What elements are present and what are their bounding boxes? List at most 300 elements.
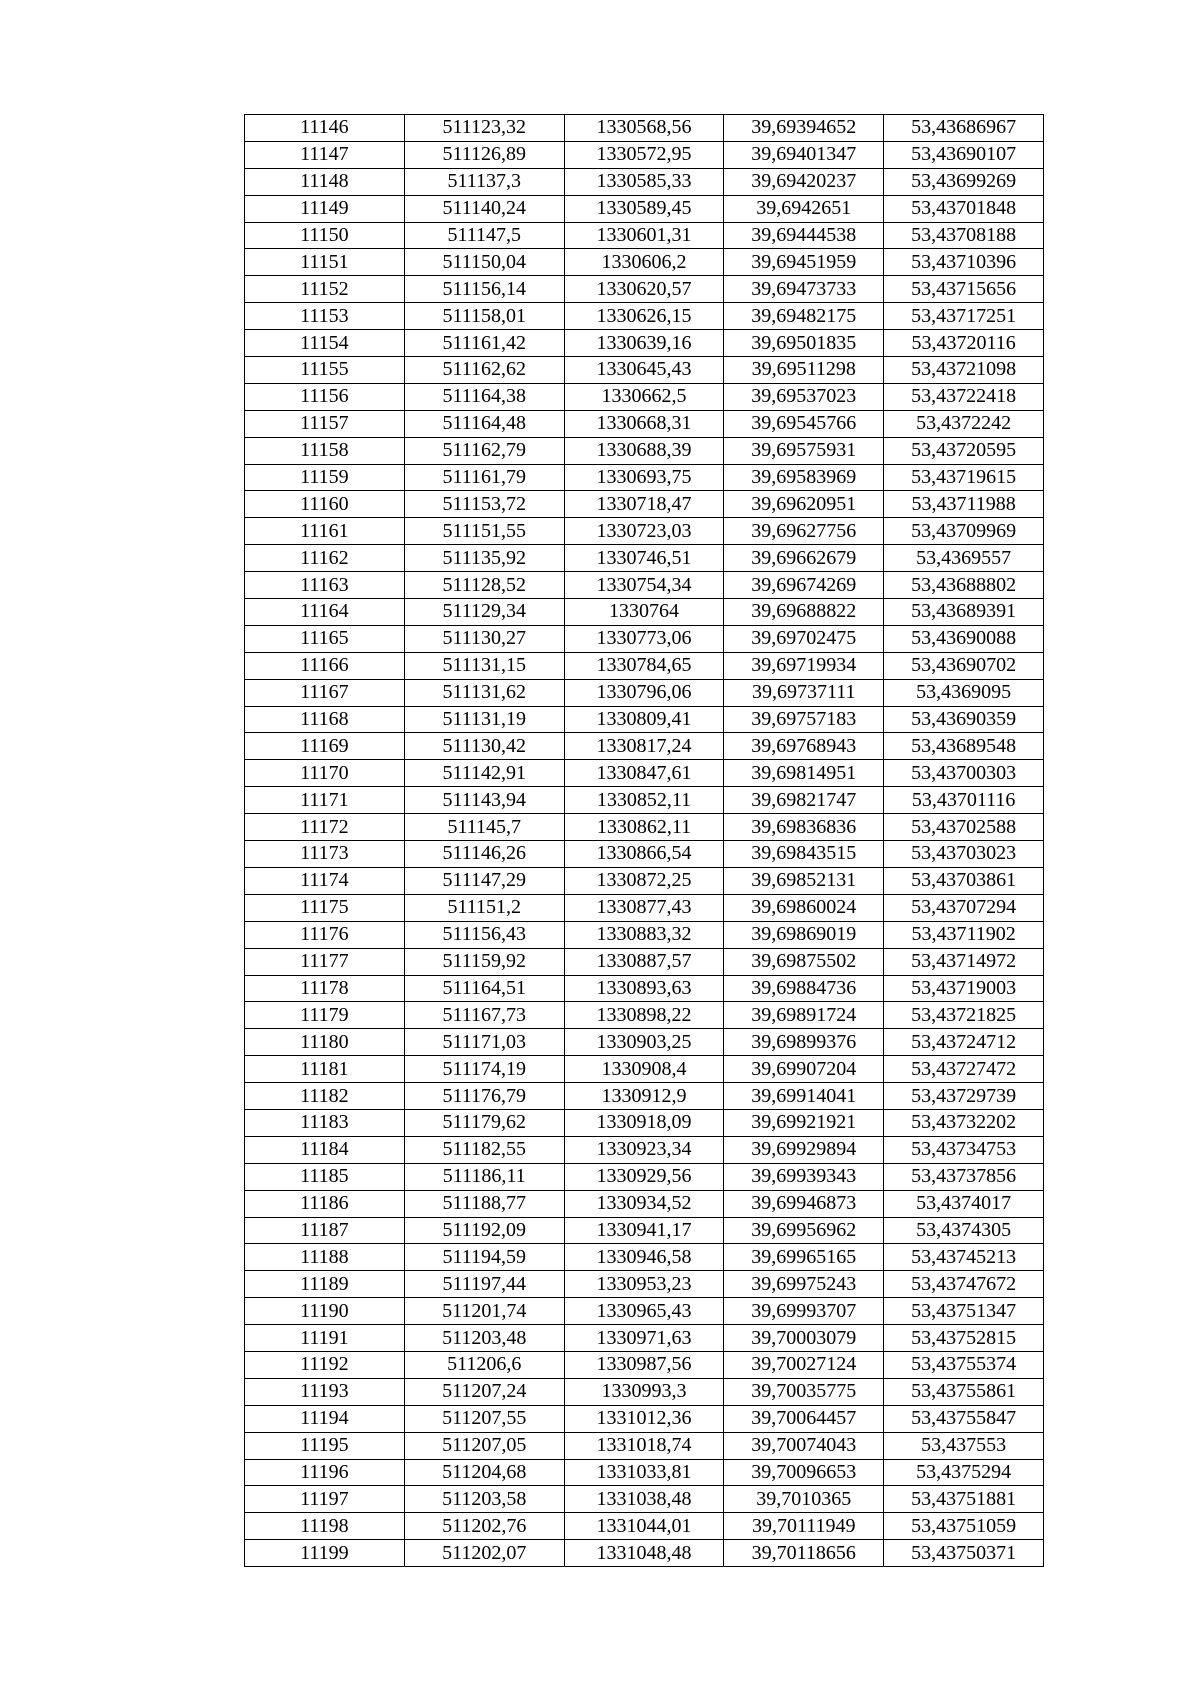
latitude-cell: 53,43737856 — [884, 1163, 1044, 1190]
x-coordinate-cell: 511161,79 — [404, 464, 564, 491]
y-coordinate-cell: 1330718,47 — [564, 491, 724, 518]
x-coordinate-cell: 511202,76 — [404, 1513, 564, 1540]
y-coordinate-cell: 1330965,43 — [564, 1298, 724, 1325]
longitude-cell: 39,69662679 — [724, 545, 884, 572]
latitude-cell: 53,43724712 — [884, 1029, 1044, 1056]
point-number-cell: 11170 — [245, 760, 405, 787]
table-row — [245, 464, 1044, 491]
y-coordinate-cell: 1331018,74 — [564, 1432, 724, 1459]
latitude-cell: 53,43719003 — [884, 975, 1044, 1002]
point-number-cell: 11163 — [245, 572, 405, 599]
latitude-cell: 53,43745213 — [884, 1244, 1044, 1271]
x-coordinate-cell: 511131,19 — [404, 706, 564, 733]
latitude-cell: 53,437553 — [884, 1432, 1044, 1459]
latitude-cell: 53,43751347 — [884, 1298, 1044, 1325]
latitude-cell: 53,43717251 — [884, 303, 1044, 330]
x-coordinate-cell: 511207,55 — [404, 1405, 564, 1432]
point-number-cell: 11146 — [245, 115, 405, 142]
table-row — [245, 1029, 1044, 1056]
longitude-cell: 39,69575931 — [724, 437, 884, 464]
x-coordinate-cell: 511162,62 — [404, 357, 564, 384]
table-row — [245, 1136, 1044, 1163]
point-number-cell: 11186 — [245, 1190, 405, 1217]
latitude-cell: 53,43700303 — [884, 760, 1044, 787]
table-row — [245, 545, 1044, 572]
y-coordinate-cell: 1330953,23 — [564, 1271, 724, 1298]
latitude-cell: 53,43707294 — [884, 894, 1044, 921]
latitude-cell: 53,43709969 — [884, 518, 1044, 545]
y-coordinate-cell: 1331038,48 — [564, 1486, 724, 1513]
x-coordinate-cell: 511186,11 — [404, 1163, 564, 1190]
x-coordinate-cell: 511126,89 — [404, 141, 564, 168]
table-row — [245, 357, 1044, 384]
longitude-cell: 39,69939343 — [724, 1163, 884, 1190]
x-coordinate-cell: 511130,27 — [404, 625, 564, 652]
x-coordinate-cell: 511131,15 — [404, 652, 564, 679]
latitude-cell: 53,43690107 — [884, 141, 1044, 168]
point-number-cell: 11152 — [245, 276, 405, 303]
table-row — [245, 572, 1044, 599]
latitude-cell: 53,43688802 — [884, 572, 1044, 599]
y-coordinate-cell: 1330898,22 — [564, 1002, 724, 1029]
y-coordinate-cell: 1330883,32 — [564, 921, 724, 948]
point-number-cell: 11189 — [245, 1271, 405, 1298]
x-coordinate-cell: 511204,68 — [404, 1459, 564, 1486]
point-number-cell: 11168 — [245, 706, 405, 733]
table-row — [245, 599, 1044, 626]
y-coordinate-cell: 1330601,31 — [564, 222, 724, 249]
x-coordinate-cell: 511140,24 — [404, 195, 564, 222]
y-coordinate-cell: 1330923,34 — [564, 1136, 724, 1163]
point-number-cell: 11161 — [245, 518, 405, 545]
longitude-cell: 39,69852131 — [724, 867, 884, 894]
table-row — [245, 867, 1044, 894]
y-coordinate-cell: 1330668,31 — [564, 410, 724, 437]
latitude-cell: 53,43708188 — [884, 222, 1044, 249]
point-number-cell: 11198 — [245, 1513, 405, 1540]
longitude-cell: 39,69545766 — [724, 410, 884, 437]
latitude-cell: 53,43721825 — [884, 1002, 1044, 1029]
point-number-cell: 11193 — [245, 1378, 405, 1405]
y-coordinate-cell: 1330746,51 — [564, 545, 724, 572]
longitude-cell: 39,70035775 — [724, 1378, 884, 1405]
table-row — [245, 679, 1044, 706]
x-coordinate-cell: 511150,04 — [404, 249, 564, 276]
y-coordinate-cell: 1330929,56 — [564, 1163, 724, 1190]
latitude-cell: 53,43689391 — [884, 599, 1044, 626]
latitude-cell: 53,43701848 — [884, 195, 1044, 222]
point-number-cell: 11188 — [245, 1244, 405, 1271]
table-row — [245, 1459, 1044, 1486]
x-coordinate-cell: 511164,51 — [404, 975, 564, 1002]
x-coordinate-cell: 511171,03 — [404, 1029, 564, 1056]
table-row — [245, 276, 1044, 303]
x-coordinate-cell: 511128,52 — [404, 572, 564, 599]
x-coordinate-cell: 511129,34 — [404, 599, 564, 626]
point-number-cell: 11155 — [245, 357, 405, 384]
table-row — [245, 249, 1044, 276]
table-row — [245, 195, 1044, 222]
y-coordinate-cell: 1330946,58 — [564, 1244, 724, 1271]
x-coordinate-cell: 511145,7 — [404, 814, 564, 841]
longitude-cell: 39,69511298 — [724, 357, 884, 384]
y-coordinate-cell: 1330606,2 — [564, 249, 724, 276]
latitude-cell: 53,43699269 — [884, 168, 1044, 195]
x-coordinate-cell: 511206,6 — [404, 1351, 564, 1378]
y-coordinate-cell: 1331012,36 — [564, 1405, 724, 1432]
point-number-cell: 11180 — [245, 1029, 405, 1056]
x-coordinate-cell: 511159,92 — [404, 948, 564, 975]
latitude-cell: 53,43755847 — [884, 1405, 1044, 1432]
latitude-cell: 53,43732202 — [884, 1109, 1044, 1136]
y-coordinate-cell: 1330796,06 — [564, 679, 724, 706]
y-coordinate-cell: 1330852,11 — [564, 787, 724, 814]
table-row — [245, 1513, 1044, 1540]
x-coordinate-cell: 511164,48 — [404, 410, 564, 437]
y-coordinate-cell: 1330918,09 — [564, 1109, 724, 1136]
point-number-cell: 11154 — [245, 330, 405, 357]
latitude-cell: 53,43755374 — [884, 1351, 1044, 1378]
point-number-cell: 11197 — [245, 1486, 405, 1513]
longitude-cell: 39,69814951 — [724, 760, 884, 787]
longitude-cell: 39,7010365 — [724, 1486, 884, 1513]
point-number-cell: 11160 — [245, 491, 405, 518]
latitude-cell: 53,43747672 — [884, 1271, 1044, 1298]
point-number-cell: 11148 — [245, 168, 405, 195]
y-coordinate-cell: 1330817,24 — [564, 733, 724, 760]
longitude-cell: 39,70003079 — [724, 1325, 884, 1352]
longitude-cell: 39,70064457 — [724, 1405, 884, 1432]
table-row — [245, 894, 1044, 921]
table-row — [245, 1405, 1044, 1432]
longitude-cell: 39,69899376 — [724, 1029, 884, 1056]
longitude-cell: 39,69444538 — [724, 222, 884, 249]
point-number-cell: 11194 — [245, 1405, 405, 1432]
longitude-cell: 39,69860024 — [724, 894, 884, 921]
table-row — [245, 1271, 1044, 1298]
table-row — [245, 1244, 1044, 1271]
longitude-cell: 39,69875502 — [724, 948, 884, 975]
latitude-cell: 53,43750371 — [884, 1540, 1044, 1567]
longitude-cell: 39,69482175 — [724, 303, 884, 330]
x-coordinate-cell: 511194,59 — [404, 1244, 564, 1271]
table-row — [245, 975, 1044, 1002]
table-row — [245, 437, 1044, 464]
latitude-cell: 53,43714972 — [884, 948, 1044, 975]
point-number-cell: 11177 — [245, 948, 405, 975]
x-coordinate-cell: 511167,73 — [404, 1002, 564, 1029]
y-coordinate-cell: 1330572,95 — [564, 141, 724, 168]
table-row — [245, 518, 1044, 545]
latitude-cell: 53,43711902 — [884, 921, 1044, 948]
latitude-cell: 53,4369095 — [884, 679, 1044, 706]
latitude-cell: 53,4374305 — [884, 1217, 1044, 1244]
point-number-cell: 11184 — [245, 1136, 405, 1163]
y-coordinate-cell: 1331033,81 — [564, 1459, 724, 1486]
x-coordinate-cell: 511156,14 — [404, 276, 564, 303]
longitude-cell: 39,69921921 — [724, 1109, 884, 1136]
table-row — [245, 141, 1044, 168]
table-row — [245, 1163, 1044, 1190]
point-number-cell: 11157 — [245, 410, 405, 437]
latitude-cell: 53,43755861 — [884, 1378, 1044, 1405]
point-number-cell: 11178 — [245, 975, 405, 1002]
point-number-cell: 11151 — [245, 249, 405, 276]
x-coordinate-cell: 511179,62 — [404, 1109, 564, 1136]
longitude-cell: 39,69719934 — [724, 652, 884, 679]
point-number-cell: 11172 — [245, 814, 405, 841]
longitude-cell: 39,69394652 — [724, 115, 884, 142]
longitude-cell: 39,70096653 — [724, 1459, 884, 1486]
longitude-cell: 39,69702475 — [724, 625, 884, 652]
latitude-cell: 53,43701116 — [884, 787, 1044, 814]
x-coordinate-cell: 511207,05 — [404, 1432, 564, 1459]
table-row — [245, 1109, 1044, 1136]
latitude-cell: 53,4369557 — [884, 545, 1044, 572]
latitude-cell: 53,43722418 — [884, 383, 1044, 410]
latitude-cell: 53,43715656 — [884, 276, 1044, 303]
x-coordinate-cell: 511202,07 — [404, 1540, 564, 1567]
table-row — [245, 1486, 1044, 1513]
x-coordinate-cell: 511151,55 — [404, 518, 564, 545]
latitude-cell: 53,4374017 — [884, 1190, 1044, 1217]
point-number-cell: 11149 — [245, 195, 405, 222]
longitude-cell: 39,69993707 — [724, 1298, 884, 1325]
point-number-cell: 11195 — [245, 1432, 405, 1459]
longitude-cell: 39,70118656 — [724, 1540, 884, 1567]
point-number-cell: 11185 — [245, 1163, 405, 1190]
x-coordinate-cell: 511174,19 — [404, 1056, 564, 1083]
coordinates-table — [244, 114, 1044, 1567]
longitude-cell: 39,69473733 — [724, 276, 884, 303]
y-coordinate-cell: 1330688,39 — [564, 437, 724, 464]
point-number-cell: 11183 — [245, 1109, 405, 1136]
point-number-cell: 11173 — [245, 841, 405, 868]
point-number-cell: 11167 — [245, 679, 405, 706]
latitude-cell: 53,4372242 — [884, 410, 1044, 437]
table-row — [245, 1083, 1044, 1110]
table-row — [245, 814, 1044, 841]
point-number-cell: 11162 — [245, 545, 405, 572]
point-number-cell: 11190 — [245, 1298, 405, 1325]
y-coordinate-cell: 1330971,63 — [564, 1325, 724, 1352]
table-row — [245, 1298, 1044, 1325]
latitude-cell: 53,4375294 — [884, 1459, 1044, 1486]
point-number-cell: 11174 — [245, 867, 405, 894]
y-coordinate-cell: 1330912,9 — [564, 1083, 724, 1110]
y-coordinate-cell: 1330893,63 — [564, 975, 724, 1002]
table-row — [245, 625, 1044, 652]
longitude-cell: 39,69451959 — [724, 249, 884, 276]
point-number-cell: 11165 — [245, 625, 405, 652]
table-row — [245, 383, 1044, 410]
coordinates-table-body — [245, 115, 1044, 1567]
table-row — [245, 1190, 1044, 1217]
point-number-cell: 11156 — [245, 383, 405, 410]
longitude-cell: 39,69768943 — [724, 733, 884, 760]
x-coordinate-cell: 511203,48 — [404, 1325, 564, 1352]
x-coordinate-cell: 511146,26 — [404, 841, 564, 868]
longitude-cell: 39,69907204 — [724, 1056, 884, 1083]
table-row — [245, 1217, 1044, 1244]
table-row — [245, 410, 1044, 437]
y-coordinate-cell: 1330620,57 — [564, 276, 724, 303]
point-number-cell: 11192 — [245, 1351, 405, 1378]
x-coordinate-cell: 511182,55 — [404, 1136, 564, 1163]
longitude-cell: 39,69583969 — [724, 464, 884, 491]
point-number-cell: 11164 — [245, 599, 405, 626]
y-coordinate-cell: 1330764 — [564, 599, 724, 626]
latitude-cell: 53,43711988 — [884, 491, 1044, 518]
table-row — [245, 491, 1044, 518]
longitude-cell: 39,69869019 — [724, 921, 884, 948]
latitude-cell: 53,43719615 — [884, 464, 1044, 491]
table-row — [245, 1351, 1044, 1378]
x-coordinate-cell: 511135,92 — [404, 545, 564, 572]
point-number-cell: 11199 — [245, 1540, 405, 1567]
longitude-cell: 39,70111949 — [724, 1513, 884, 1540]
latitude-cell: 53,43703861 — [884, 867, 1044, 894]
latitude-cell: 53,43690359 — [884, 706, 1044, 733]
latitude-cell: 53,43690088 — [884, 625, 1044, 652]
point-number-cell: 11187 — [245, 1217, 405, 1244]
x-coordinate-cell: 511142,91 — [404, 760, 564, 787]
latitude-cell: 53,43727472 — [884, 1056, 1044, 1083]
longitude-cell: 39,69884736 — [724, 975, 884, 1002]
x-coordinate-cell: 511197,44 — [404, 1271, 564, 1298]
table-row — [245, 652, 1044, 679]
longitude-cell: 39,69420237 — [724, 168, 884, 195]
longitude-cell: 39,6942651 — [724, 195, 884, 222]
table-row — [245, 1325, 1044, 1352]
y-coordinate-cell: 1330809,41 — [564, 706, 724, 733]
y-coordinate-cell: 1330887,57 — [564, 948, 724, 975]
latitude-cell: 53,43751059 — [884, 1513, 1044, 1540]
table-row — [245, 330, 1044, 357]
point-number-cell: 11196 — [245, 1459, 405, 1486]
latitude-cell: 53,43721098 — [884, 357, 1044, 384]
table-row — [245, 706, 1044, 733]
point-number-cell: 11169 — [245, 733, 405, 760]
longitude-cell: 39,69627756 — [724, 518, 884, 545]
point-number-cell: 11166 — [245, 652, 405, 679]
x-coordinate-cell: 511147,29 — [404, 867, 564, 894]
latitude-cell: 53,43703023 — [884, 841, 1044, 868]
longitude-cell: 39,69965165 — [724, 1244, 884, 1271]
longitude-cell: 39,69501835 — [724, 330, 884, 357]
point-number-cell: 11179 — [245, 1002, 405, 1029]
longitude-cell: 39,69929894 — [724, 1136, 884, 1163]
longitude-cell: 39,69956962 — [724, 1217, 884, 1244]
point-number-cell: 11159 — [245, 464, 405, 491]
point-number-cell: 11191 — [245, 1325, 405, 1352]
point-number-cell: 11158 — [245, 437, 405, 464]
latitude-cell: 53,43751881 — [884, 1486, 1044, 1513]
x-coordinate-cell: 511151,2 — [404, 894, 564, 921]
y-coordinate-cell: 1330941,17 — [564, 1217, 724, 1244]
table-row — [245, 1540, 1044, 1567]
y-coordinate-cell: 1330908,4 — [564, 1056, 724, 1083]
y-coordinate-cell: 1330784,65 — [564, 652, 724, 679]
latitude-cell: 53,43720116 — [884, 330, 1044, 357]
y-coordinate-cell: 1330723,03 — [564, 518, 724, 545]
y-coordinate-cell: 1330877,43 — [564, 894, 724, 921]
point-number-cell: 11181 — [245, 1056, 405, 1083]
y-coordinate-cell: 1330872,25 — [564, 867, 724, 894]
longitude-cell: 39,69891724 — [724, 1002, 884, 1029]
table-row — [245, 168, 1044, 195]
longitude-cell: 39,70027124 — [724, 1351, 884, 1378]
x-coordinate-cell: 511153,72 — [404, 491, 564, 518]
y-coordinate-cell: 1330589,45 — [564, 195, 724, 222]
y-coordinate-cell: 1330639,16 — [564, 330, 724, 357]
longitude-cell: 39,69537023 — [724, 383, 884, 410]
y-coordinate-cell: 1330754,34 — [564, 572, 724, 599]
table-row — [245, 115, 1044, 142]
x-coordinate-cell: 511130,42 — [404, 733, 564, 760]
y-coordinate-cell: 1330862,11 — [564, 814, 724, 841]
x-coordinate-cell: 511147,5 — [404, 222, 564, 249]
table-row — [245, 841, 1044, 868]
table-row — [245, 787, 1044, 814]
y-coordinate-cell: 1330645,43 — [564, 357, 724, 384]
table-row — [245, 948, 1044, 975]
x-coordinate-cell: 511137,3 — [404, 168, 564, 195]
x-coordinate-cell: 511161,42 — [404, 330, 564, 357]
latitude-cell: 53,43710396 — [884, 249, 1044, 276]
table-row — [245, 1378, 1044, 1405]
longitude-cell: 39,69674269 — [724, 572, 884, 599]
y-coordinate-cell: 1330903,25 — [564, 1029, 724, 1056]
y-coordinate-cell: 1330773,06 — [564, 625, 724, 652]
longitude-cell: 39,69843515 — [724, 841, 884, 868]
y-coordinate-cell: 1330934,52 — [564, 1190, 724, 1217]
x-coordinate-cell: 511207,24 — [404, 1378, 564, 1405]
point-number-cell: 11182 — [245, 1083, 405, 1110]
latitude-cell: 53,43686967 — [884, 115, 1044, 142]
y-coordinate-cell: 1330568,56 — [564, 115, 724, 142]
point-number-cell: 11147 — [245, 141, 405, 168]
table-row — [245, 1002, 1044, 1029]
y-coordinate-cell: 1331044,01 — [564, 1513, 724, 1540]
point-number-cell: 11153 — [245, 303, 405, 330]
latitude-cell: 53,43752815 — [884, 1325, 1044, 1352]
longitude-cell: 39,69946873 — [724, 1190, 884, 1217]
x-coordinate-cell: 511192,09 — [404, 1217, 564, 1244]
y-coordinate-cell: 1330693,75 — [564, 464, 724, 491]
longitude-cell: 39,69757183 — [724, 706, 884, 733]
x-coordinate-cell: 511158,01 — [404, 303, 564, 330]
longitude-cell: 39,69737111 — [724, 679, 884, 706]
x-coordinate-cell: 511203,58 — [404, 1486, 564, 1513]
longitude-cell: 39,69620951 — [724, 491, 884, 518]
point-number-cell: 11150 — [245, 222, 405, 249]
longitude-cell: 39,69401347 — [724, 141, 884, 168]
latitude-cell: 53,43729739 — [884, 1083, 1044, 1110]
latitude-cell: 53,43689548 — [884, 733, 1044, 760]
longitude-cell: 39,69836836 — [724, 814, 884, 841]
y-coordinate-cell: 1330662,5 — [564, 383, 724, 410]
latitude-cell: 53,43702588 — [884, 814, 1044, 841]
table-row — [245, 303, 1044, 330]
latitude-cell: 53,43690702 — [884, 652, 1044, 679]
point-number-cell: 11171 — [245, 787, 405, 814]
y-coordinate-cell: 1330847,61 — [564, 760, 724, 787]
x-coordinate-cell: 511162,79 — [404, 437, 564, 464]
longitude-cell: 39,69975243 — [724, 1271, 884, 1298]
x-coordinate-cell: 511123,32 — [404, 115, 564, 142]
table-row — [245, 921, 1044, 948]
